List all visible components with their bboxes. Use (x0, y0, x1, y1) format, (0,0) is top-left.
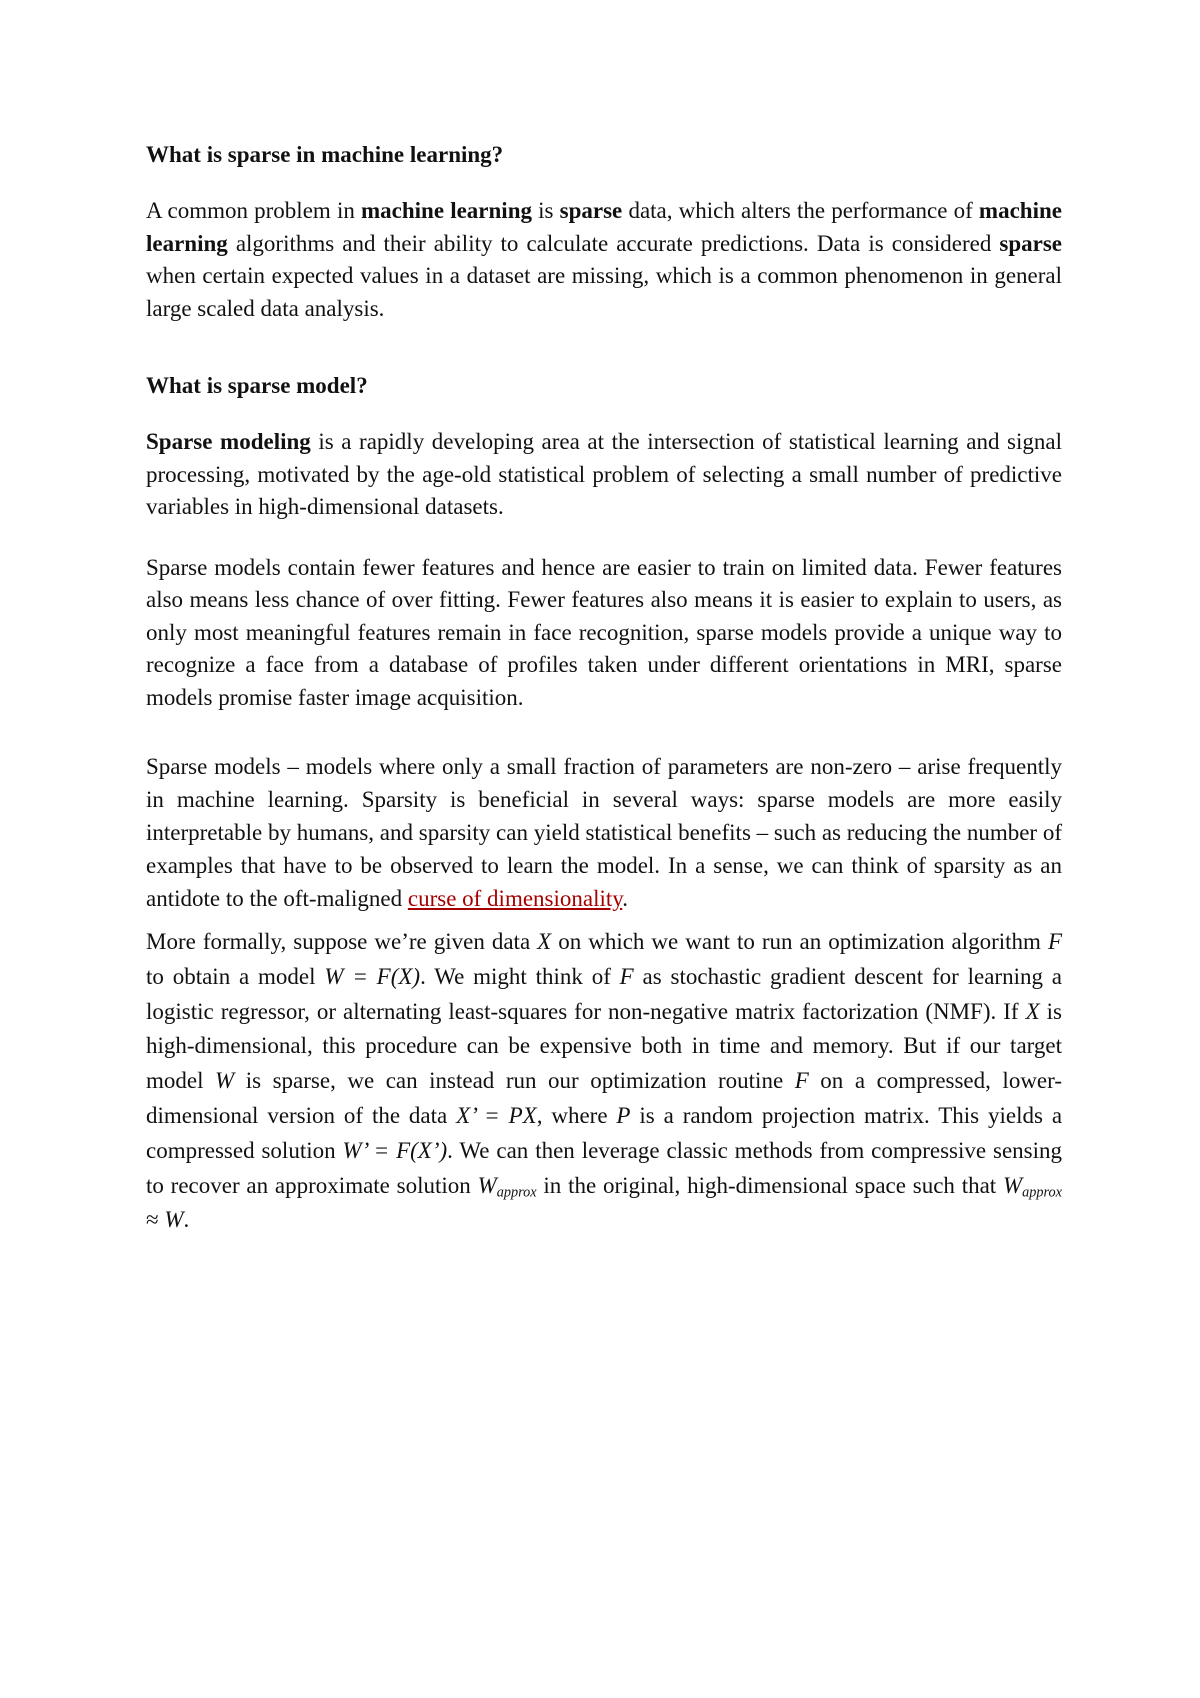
paragraph-sparse-data: A common problem in machine learning is sparse data, which alters the performance of machine learning algorithms and their ability to calculate accurate predictions. Data is considered sparse when certain expected values in a dataset are missing, which is a common phenomenon in general large scaled data analysis. (146, 198, 1062, 321)
curse-of-dimensionality-link[interactable]: curse of dimensionality (407, 886, 623, 911)
paragraph-sparse-benefits: Sparse models – models where only a small fraction of parameters are non-zero – arise frequently in machine learning. Sparsity is beneficial in several ways: sparse models are more easily interpretable by humans, and sparsity can yield statistical benefits – such as reducing the number of examples that have to be observed to learn the model. In a sense, we can think of sparsity as an antidote to the oft-maligned curse of dimensionality. (146, 754, 1062, 911)
document-page (146, 138, 1062, 1238)
heading-sparse-model: What is sparse model? (146, 373, 368, 398)
paragraph-sparse-features: Sparse models contain fewer features and hence are easier to train on limited data. Fewer features also means less chance of over fitting. Fewer features also means it is easier to explain to users, as only most meaningful features remain in face recognition, sparse models provide a unique way to recognize a face from a database of profiles taken under different orientations in MRI, sparse models promise faster image acquisition. (146, 554, 1062, 710)
paragraph-sparse-modeling: Sparse modeling is a rapidly developing area at the intersection of statistical learning and signal processing, motivated by the age-old statistical problem of selecting a small number of predictive variables in high-dimensional datasets. (146, 429, 1062, 519)
heading-sparse-in-ml: What is sparse in machine learning? (146, 142, 504, 167)
paragraph-formal-description: More formally, suppose we’re given data X on which we want to run an optimization algorithm F to obtain a model W = F(X). We might think of F as stochastic gradient descent for learning a logistic regressor, or alternating least-squares for non-negative matrix factorization (NMF). If X is high-dimensional, this procedure can be expensive both in time and memory. But if our target model W is sparse, we can instead run our optimization routine F on a compressed, lower-dimensional version of the data X’ = PX, where P is a random projection matrix. This yields a compressed solution W’ = F(X’). We can then leverage classic methods from compressive sensing to recover an approximate solution $W_{approx}$ in the original, high-dimensional space such that $W_{approx} \approx W$. (146, 929, 1063, 1233)
